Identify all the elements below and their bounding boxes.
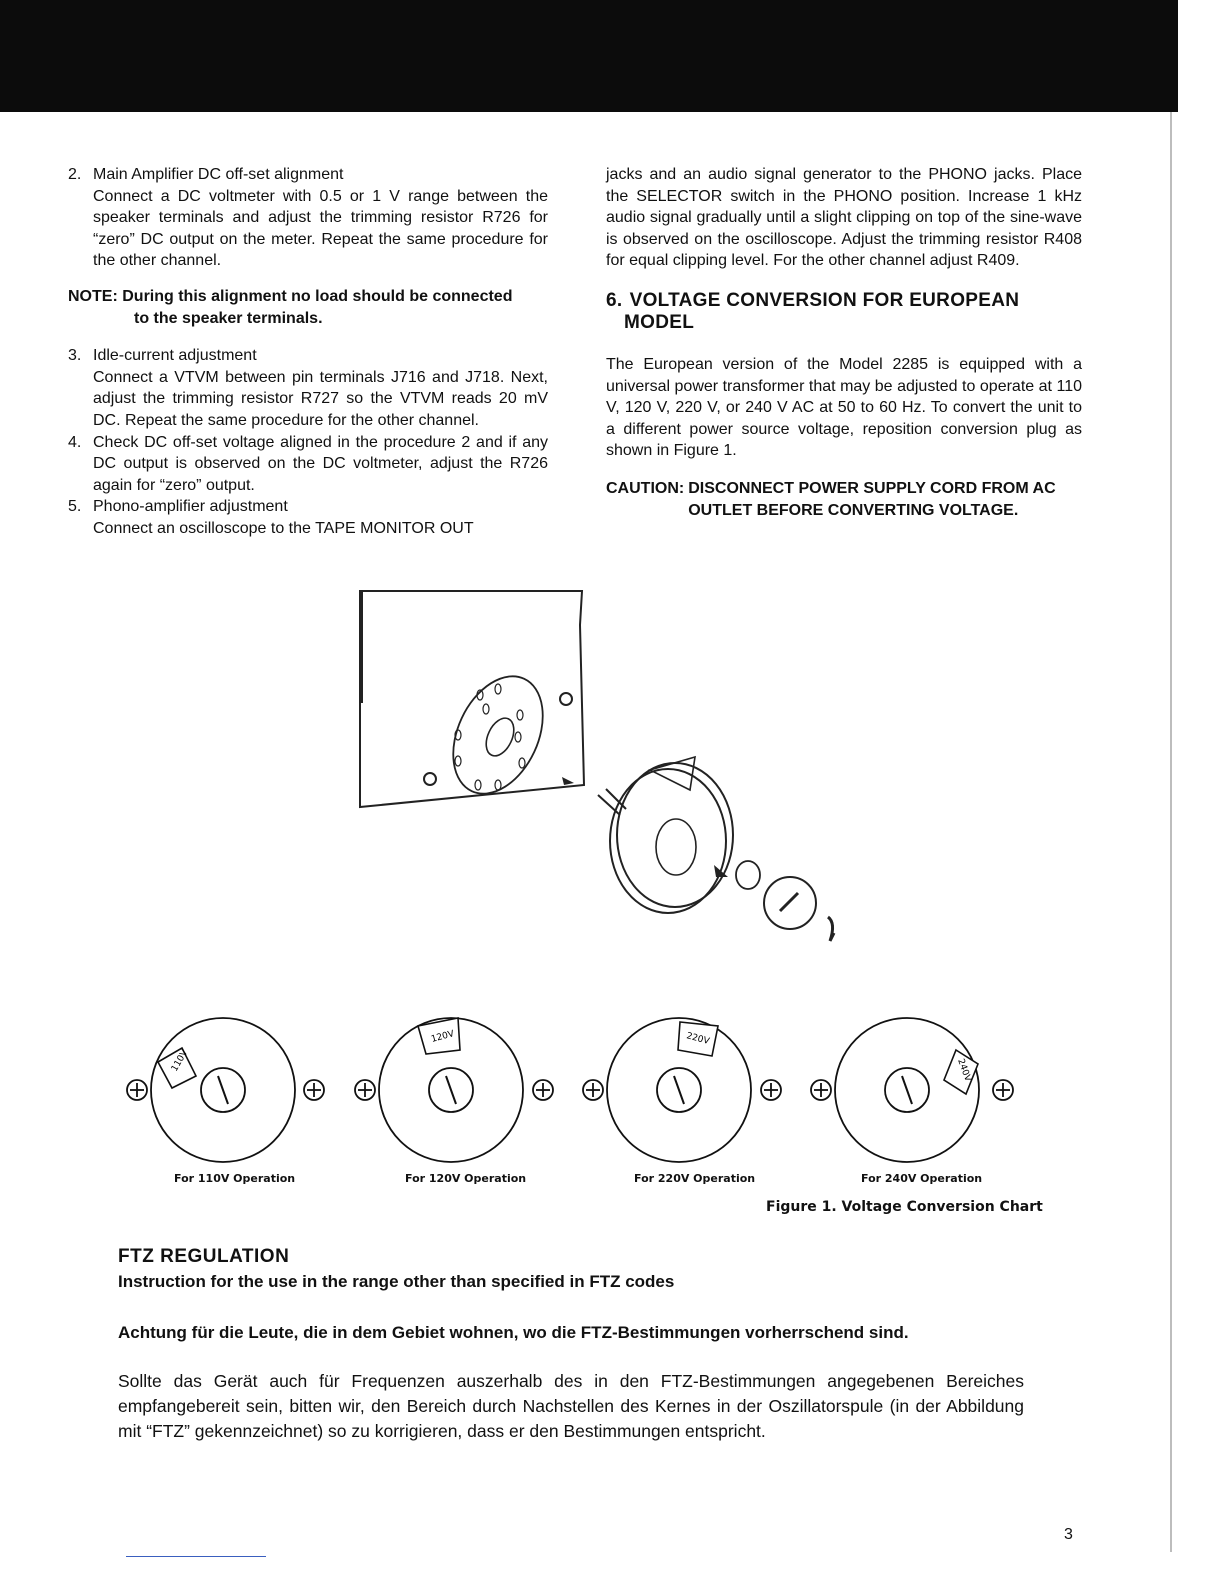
right-column [606,164,1082,521]
note-text-line2: to the speaker terminals. [134,309,323,327]
item-title: Main Amplifier DC off-set alignment [93,166,344,183]
item-title: Phono-amplifier adjustment [93,498,288,516]
section-heading [606,290,1082,334]
dial-voltage-label: 240V [955,1057,973,1083]
item-number: 4. [68,433,82,451]
item-title: Idle-current adjustment [93,347,257,365]
phono-continuation: jacks and an audio signal generator to the PHONO jacks. Place the SELECTOR switch in the PHONO position. Increase 1 kHz audio signal gradually until a slight clipping on top of the sine-wave is observed on the oscilloscope. Adjust the trimming resistor R408 for equal clipping level. For the other channel adjust R409. [606,166,1082,270]
procedure-item-5 [68,496,548,539]
ftz-achtung: Achtung für die Leute, die in dem Gebiet wohnen, wo die FTZ-Bestimmungen vorherrschend sind. [118,1323,909,1342]
section-title-line1: VOLTAGE CONVERSION FOR EUROPEAN [629,289,1020,311]
ftz-subtitle: Instruction for the use in the range other than specified in FTZ codes [118,1272,675,1291]
footer-rule [126,1556,266,1557]
item-body: Connect a DC voltmeter with 0.5 or 1 V range between the speaker terminals and adjust the trimming resistor R726 for “zero” DC output on the meter. Repeat the same procedure for the other channel. [93,187,548,270]
dial-voltage-label: 110V [169,1048,191,1074]
note-text-line1: During this alignment no load should be connected [122,287,513,305]
dial-voltage-label: 120V [430,1029,456,1045]
section-number: 6. [606,289,623,311]
right-margin-rule [1170,112,1172,1552]
voltage-paragraph: The European version of the Model 2285 is equipped with a universal power transformer that may be adjusted to operate at 110 V, 120 V, 220 V, or 240 V AC at 50 to 60 Hz. To convert the unit to a different power source voltage, reposition conversion plug as shown in Figure 1. [606,355,1082,460]
procedure-item-2 [68,164,548,272]
ftz-body-text: Sollte das Gerät auch für Frequenzen auszerhalb des in den FTZ-Bestimmungen angegebenen Bereiches empfangebereit sein, bitten wir, den Bereich durch Nachstellen des Kernes in der Oszillatorspule (in der Abbildung mit “FTZ” gekennzeichnet) so zu korrigieren, dass er den Bestimmungen entspricht. [118,1371,1024,1441]
note-label: NOTE: [68,287,118,305]
caution-text: DISCONNECT POWER SUPPLY CORD FROM AC OUTLET BEFORE CONVERTING VOLTAGE. [688,479,1056,519]
dial-caption-240v: For 240V Operation [861,1172,983,1185]
item-body: Check DC off-set voltage aligned in the procedure 2 and if any DC output is observed on the DC voltmeter, adjust the R726 again for “zero” output. [93,433,548,494]
caution-block [606,478,1082,521]
left-column [68,164,548,540]
dial-caption-220v: For 220V Operation [634,1172,756,1185]
header-band [0,0,1178,112]
dial-240v [811,1018,1013,1162]
item-body: Connect a VTVM between pin terminals J716 and J718. Next, adjust the trimming resistor R727 so the VTVM reads 20 mV DC. Repeat the same procedure for the other channel. [93,368,548,429]
item-body: Connect an oscilloscope to the TAPE MONITOR OUT [93,519,474,537]
dial-120v [355,1018,553,1162]
page-number: 3 [1064,1526,1073,1543]
ftz-section [118,1246,1024,1444]
item-number: 5. [68,498,82,516]
dial-caption-110v: For 110V Operation [174,1172,296,1185]
voltage-conversion-chart [110,1002,1050,1192]
item-number: 2. [68,166,82,183]
procedure-item-3 [68,345,548,431]
dial-110v [127,1018,324,1162]
procedure-item-4 [68,432,548,497]
ftz-title: FTZ REGULATION [118,1246,290,1267]
dial-voltage-label: 220V [685,1031,711,1047]
dial-220v [583,1018,781,1162]
note-block [68,286,548,329]
conversion-plug-illustration [350,585,870,965]
section-title-line2: MODEL [624,311,695,333]
dial-caption-120v: For 120V Operation [405,1172,527,1185]
caution-label: CAUTION: [606,479,685,497]
figure-caption: Figure 1. Voltage Conversion Chart [766,1199,1043,1215]
item-number: 3. [68,347,82,365]
